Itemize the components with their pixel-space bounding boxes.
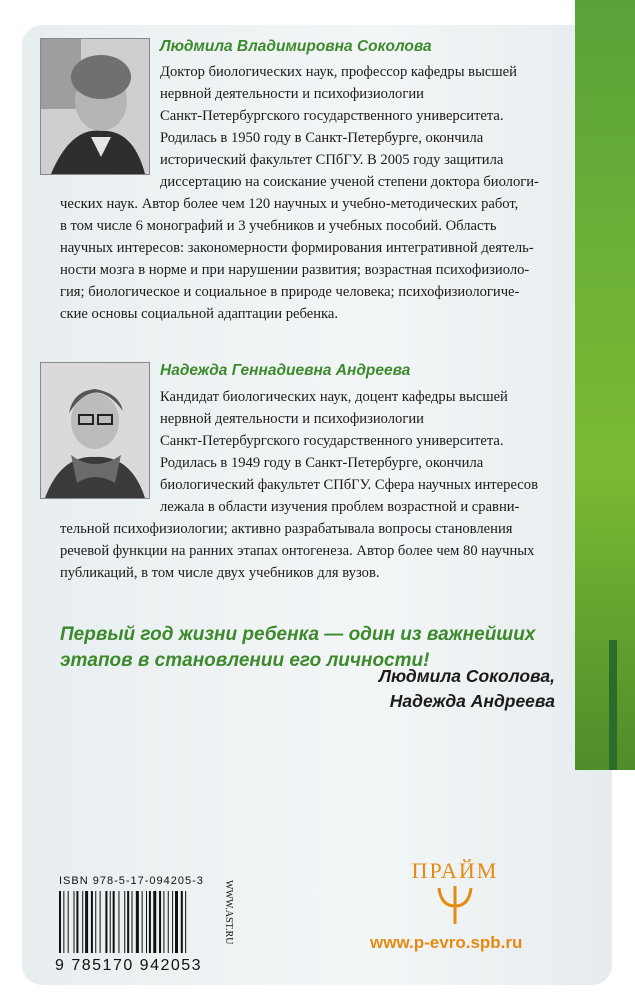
author-bio-2-side: Кандидат биологических наук, доцент кафедры высшей нервной деятельности и психофизиологии Санкт-Петербургского государственного университета. Родилась в 1949 году в Санкт-Петербурге, окончила биологический факультет СПбГУ. Сфера научных интересов лежала в области изучения проблем возрастной и сравни- bbox=[160, 389, 538, 515]
author-photo-andreeva bbox=[40, 362, 150, 499]
psi-logo-icon bbox=[435, 884, 475, 926]
vertical-publisher-url: WWW.AST.RU bbox=[223, 880, 234, 945]
author-bio-1-full: ческих наук. Автор более чем 120 научных и учебно-методических работ, в том числе 6 монографий и 3 учебников и учебных пособий. Область научных интересов: закономерности формирования интегративной деятель- ности мозга в норме и при нарушении развития; возрастная психофизиоло- гия; биологическое и социальное в природе человека; психофизиологиче- ские основы социальной адаптации ребенка. bbox=[60, 196, 534, 322]
author-bio-2-full: тельной психофизиологии; активно разрабатывала вопросы становления речевой функции на ранних этапах онтогенеза. Автор более чем 80 научных публикаций, в том числе двух учебников для вузов. bbox=[60, 521, 535, 581]
author-name-2: Надежда Геннадиевна Андреева bbox=[160, 362, 411, 379]
publisher-logo-word: ПРАЙМ bbox=[411, 858, 499, 883]
isbn-label: ISBN 978-5-17-094205-3 bbox=[59, 875, 204, 887]
green-side-band bbox=[575, 0, 635, 770]
author-name-1: Людмила Владимировна Соколова bbox=[160, 38, 432, 55]
quote-attribution: Людмила Соколова, Надежда Андреева bbox=[378, 666, 555, 711]
publisher-website[interactable]: www.p-evro.spb.ru bbox=[370, 933, 523, 952]
author-photo-sokolova bbox=[40, 38, 150, 175]
author-bio-1-side: Доктор биологических наук, профессор кафедры высшей нервной деятельности и психофизиологии Санкт-Петербургского государственного университета. Родилась в 1950 году в Санкт-Петербурге, окончила исторический факультет СПбГУ. В 2005 году защитила диссертацию на соискание ученой степени доктора биологи- bbox=[160, 64, 539, 190]
cover-quote: Первый год жизни ребенка — один из важнейших этапов в становлении его личности! bbox=[60, 624, 536, 671]
barcode-bars bbox=[59, 891, 229, 953]
barcode-digits: 9 785170 942053 bbox=[55, 957, 203, 974]
publisher-logo bbox=[400, 858, 510, 938]
